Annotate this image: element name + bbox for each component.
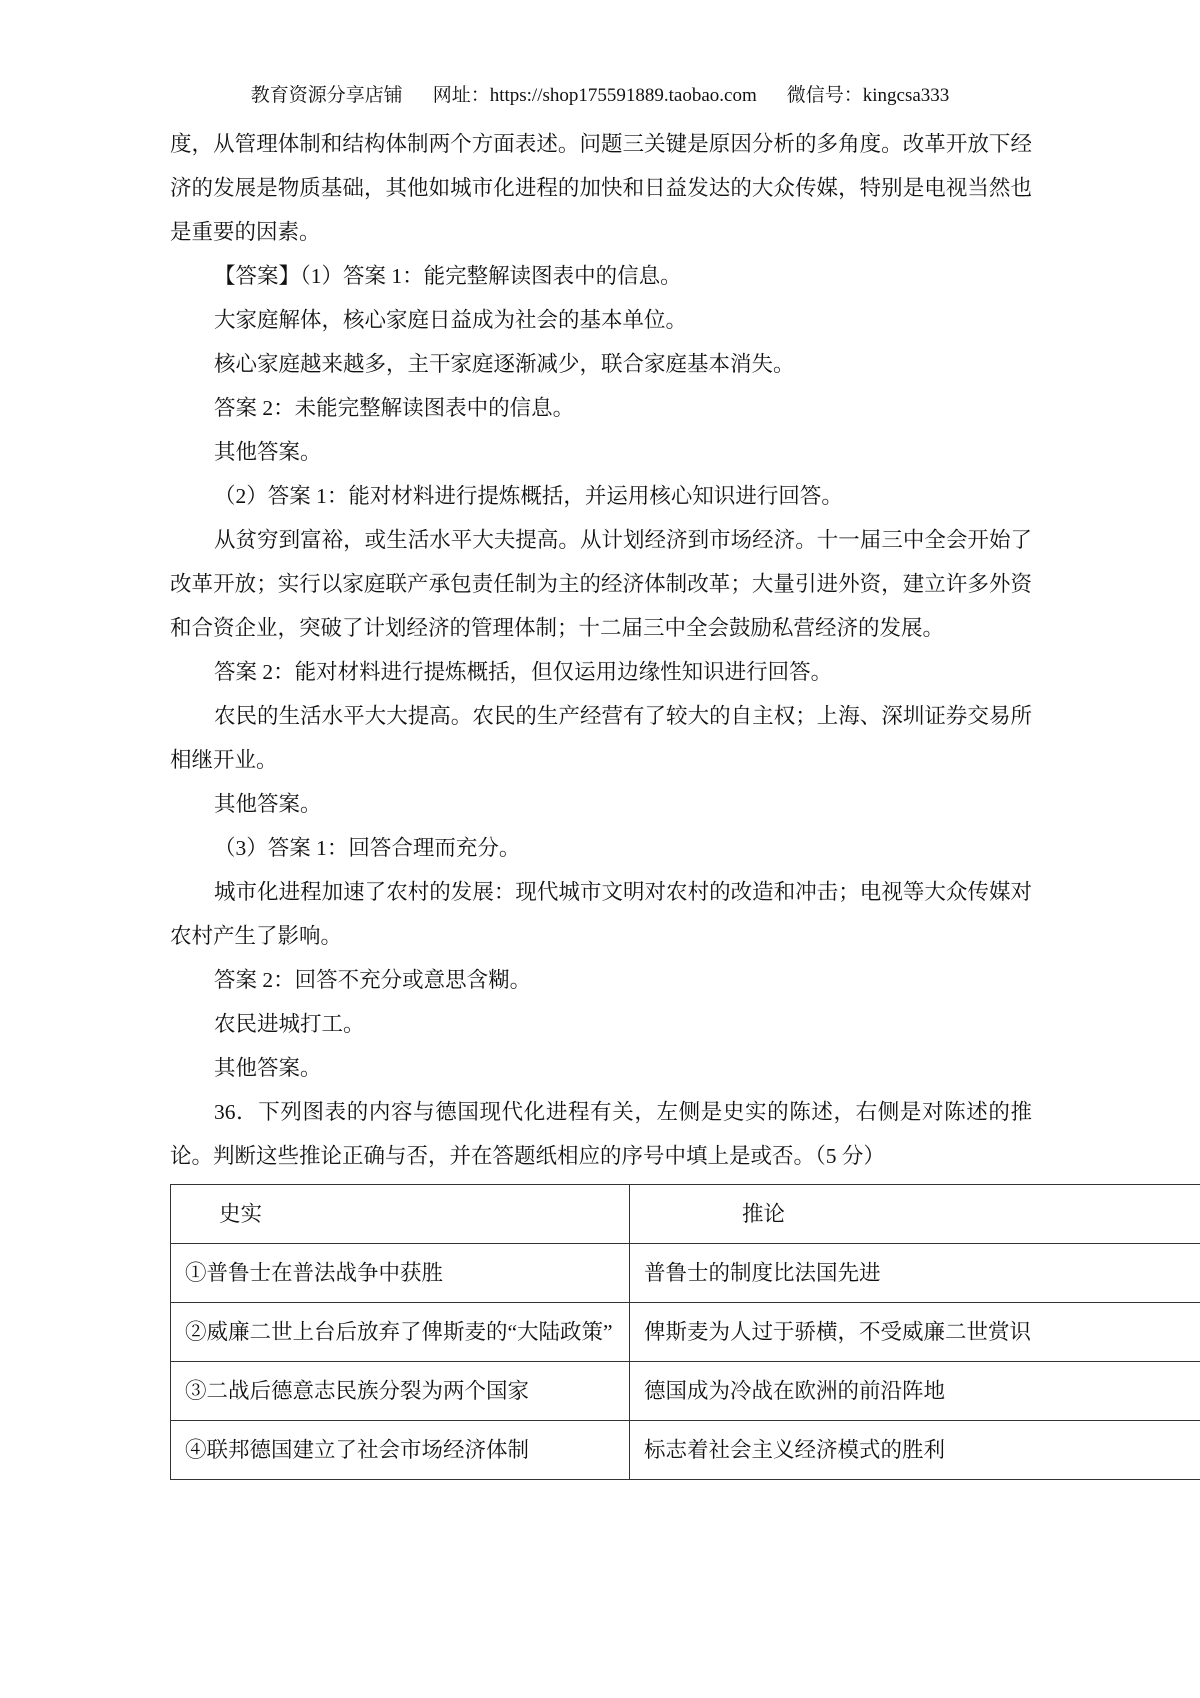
inference-cell: 俾斯麦为人过于骄横，不受威廉二世赏识 <box>630 1303 1200 1362</box>
inference-cell: 普鲁士的制度比法国先进 <box>630 1244 1200 1303</box>
table-row <box>171 1303 1200 1362</box>
fact-cell: ④联邦德国建立了社会市场经济体制 <box>171 1421 630 1480</box>
paragraph-13: 城市化进程加速了农村的发展：现代城市文明对农村的改造和冲击；电视等大众传媒对农村产生了影响。 <box>170 880 1032 948</box>
table-row <box>171 1362 1200 1421</box>
fact-cell: ①普鲁士在普法战争中获胜 <box>171 1244 630 1303</box>
fact-cell: ③二战后德意志民族分裂为两个国家 <box>171 1362 630 1421</box>
paragraph-6: 其他答案。 <box>214 440 322 464</box>
paragraph-8: 从贫穷到富裕，或生活水平大夫提高。从计划经济到市场经济。十一届三中全会开始了改革开放；实行以家庭联产承包责任制为主的经济体制改革；大量引进外资，建立许多外资和合资企业，突破了计划经济的管理体制；十二届三中全会鼓励私营经济的发展。 <box>170 528 1032 640</box>
paragraph-12: （3）答案 1：回答合理而充分。 <box>214 836 521 860</box>
table-header-row <box>171 1185 1200 1244</box>
paragraph-11: 其他答案。 <box>214 792 322 816</box>
paragraph-17: 36．下列图表的内容与德国现代化进程有关，左侧是史实的陈述，右侧是对陈述的推论。判断这些推论正确与否，并在答题纸相应的序号中填上是或否。（5 分） <box>170 1100 1032 1168</box>
table-header-inference: 推论 <box>630 1185 1200 1244</box>
paragraph-5: 答案 2：未能完整解读图表中的信息。 <box>214 396 575 420</box>
paragraph-1: 度，从管理体制和结构体制两个方面表述。问题三关键是原因分析的多角度。改革开放下经济的发展是物质基础，其他如城市化进程的加快和日益发达的大众传媒，特别是电视当然也是重要的因素。 <box>170 132 1032 244</box>
fact-cell: ②威廉二世上台后放弃了俾斯麦的“大陆政策” <box>171 1303 630 1362</box>
paragraph-14: 答案 2：回答不充分或意思含糊。 <box>214 968 532 992</box>
paragraph-4: 核心家庭越来越多，主干家庭逐渐减少，联合家庭基本消失。 <box>214 352 795 376</box>
question-36-table <box>170 1184 1200 1480</box>
page-header <box>0 84 1200 108</box>
paragraph-10: 农民的生活水平大大提高。农民的生产经营有了较大的自主权；上海、深圳证券交易所相继开业。 <box>170 704 1032 772</box>
paragraph-3: 大家庭解体，核心家庭日益成为社会的基本单位。 <box>214 308 688 332</box>
paragraph-15: 农民进城打工。 <box>214 1012 365 1036</box>
table-row <box>171 1421 1200 1480</box>
paragraph-7: （2）答案 1：能对材料进行提炼概括，并运用核心知识进行回答。 <box>214 484 843 508</box>
wechat-id: 微信号：kingcsa333 <box>786 85 950 106</box>
document-body <box>170 122 1032 1480</box>
inference-cell: 德国成为冷战在欧洲的前沿阵地 <box>630 1362 1200 1421</box>
paragraph-2: 【答案】（1）答案 1：能完整解读图表中的信息。 <box>214 264 682 288</box>
table-header-fact: 史实 <box>171 1185 630 1244</box>
table-row <box>171 1244 1200 1303</box>
paragraph-9: 答案 2：能对材料进行提炼概括，但仅运用边缘性知识进行回答。 <box>214 660 833 684</box>
inference-cell: 标志着社会主义经济模式的胜利 <box>630 1421 1200 1480</box>
paragraph-16: 其他答案。 <box>214 1056 322 1080</box>
site-url: 网址：https://shop175591889.taobao.com <box>432 85 757 106</box>
store-name: 教育资源分享店铺 <box>250 85 403 106</box>
